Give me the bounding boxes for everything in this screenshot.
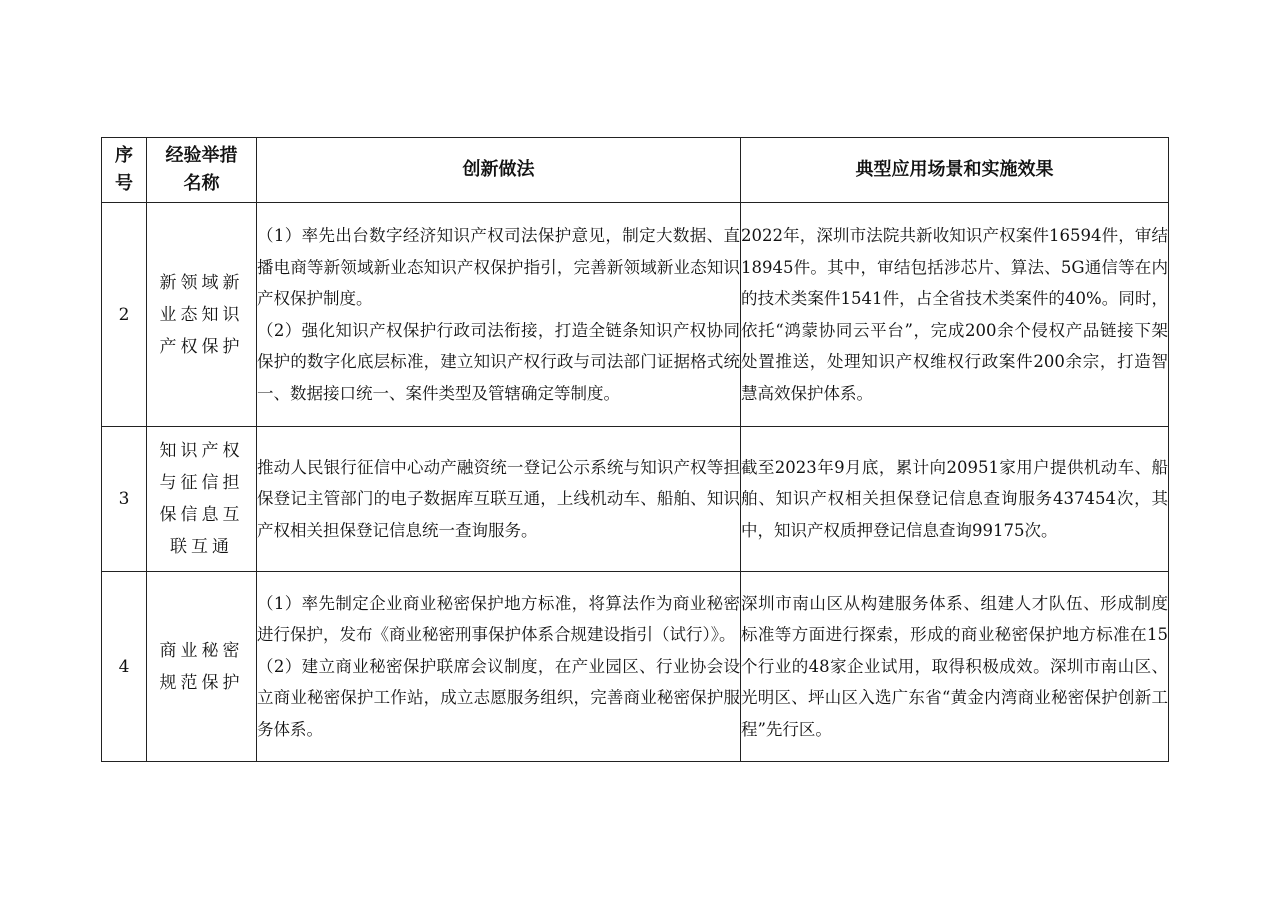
row-number: 4 [102,572,147,762]
effect-paragraph: 截至2023年9月底，累计向20951家用户提供机动车、船舶、知识产权相关担保登记信息查询服务437454次，其中，知识产权质押登记信息查询99175次。 [741,457,1168,540]
row-measure-name: 知识产权 与征信担 保信息互 联互通 [147,427,257,572]
row-innovation-method [257,203,741,427]
effect-paragraph: 深圳市南山区从构建服务体系、组建人才队伍、形成制度标准等方面进行探索，形成的商业秘密保护地方标准在15个行业的48家企业试用，取得积极成效。深圳市南山区、光明区、坪山区入选广东省“黄金内湾商业秘密保护创新工程”先行区。 [741,593,1168,739]
header-number: 序 号 [102,138,147,203]
row-application-effect [741,203,1169,427]
method-paragraph: （1）率先制定企业商业秘密保护地方标准，将算法作为商业秘密进行保护，发布《商业秘密刑事保护体系合规建设指引（试行）》。 [257,593,740,645]
row-application-effect [741,572,1169,762]
header-innovation-method: 创新做法 [257,138,741,203]
row-innovation-method [257,427,741,572]
table-header-row [102,138,1169,203]
table-row [102,427,1169,572]
table-row [102,572,1169,762]
method-paragraph: （1）率先出台数字经济知识产权司法保护意见，制定大数据、直播电商等新领域新业态知识产权保护指引，完善新领域新业态知识产权保护制度。 [257,226,740,308]
effect-paragraph: 2022年，深圳市法院共新收知识产权案件16594件，审结18945件。其中，审结包括涉芯片、算法、5G通信等在内的技术类案件1541件，占全省技术类案件的40%。同时，依托“鸿蒙协同云平台”，完成200余个侵权产品链接下架处置推送，处理知识产权维权行政案件200余宗，打造智慧高效保护体系。 [741,226,1168,403]
method-paragraph: （2）建立商业秘密保护联席会议制度，在产业园区、行业协会设立商业秘密保护工作站，成立志愿服务组织，完善商业秘密保护服务体系。 [257,656,740,739]
header-measure-name: 经验举措 名称 [147,138,257,203]
table-row [102,203,1169,427]
row-measure-name: 商业秘密 规范保护 [147,572,257,762]
row-application-effect [741,427,1169,572]
row-number: 3 [102,427,147,572]
method-paragraph: 推动人民银行征信中心动产融资统一登记公示系统与知识产权等担保登记主管部门的电子数据库互联互通，上线机动车、船舶、知识产权相关担保登记信息统一查询服务。 [257,457,740,540]
measures-table [101,137,1169,762]
row-measure-name: 新领域新 业态知识 产权保护 [147,203,257,427]
method-paragraph: （2）强化知识产权保护行政司法衔接，打造全链条知识产权协同保护的数字化底层标准，建立知识产权行政与司法部门证据格式统一、数据接口统一、案件类型及管辖确定等制度。 [257,320,740,403]
row-number: 2 [102,203,147,427]
row-innovation-method [257,572,741,762]
header-application-effect: 典型应用场景和实施效果 [741,138,1169,203]
